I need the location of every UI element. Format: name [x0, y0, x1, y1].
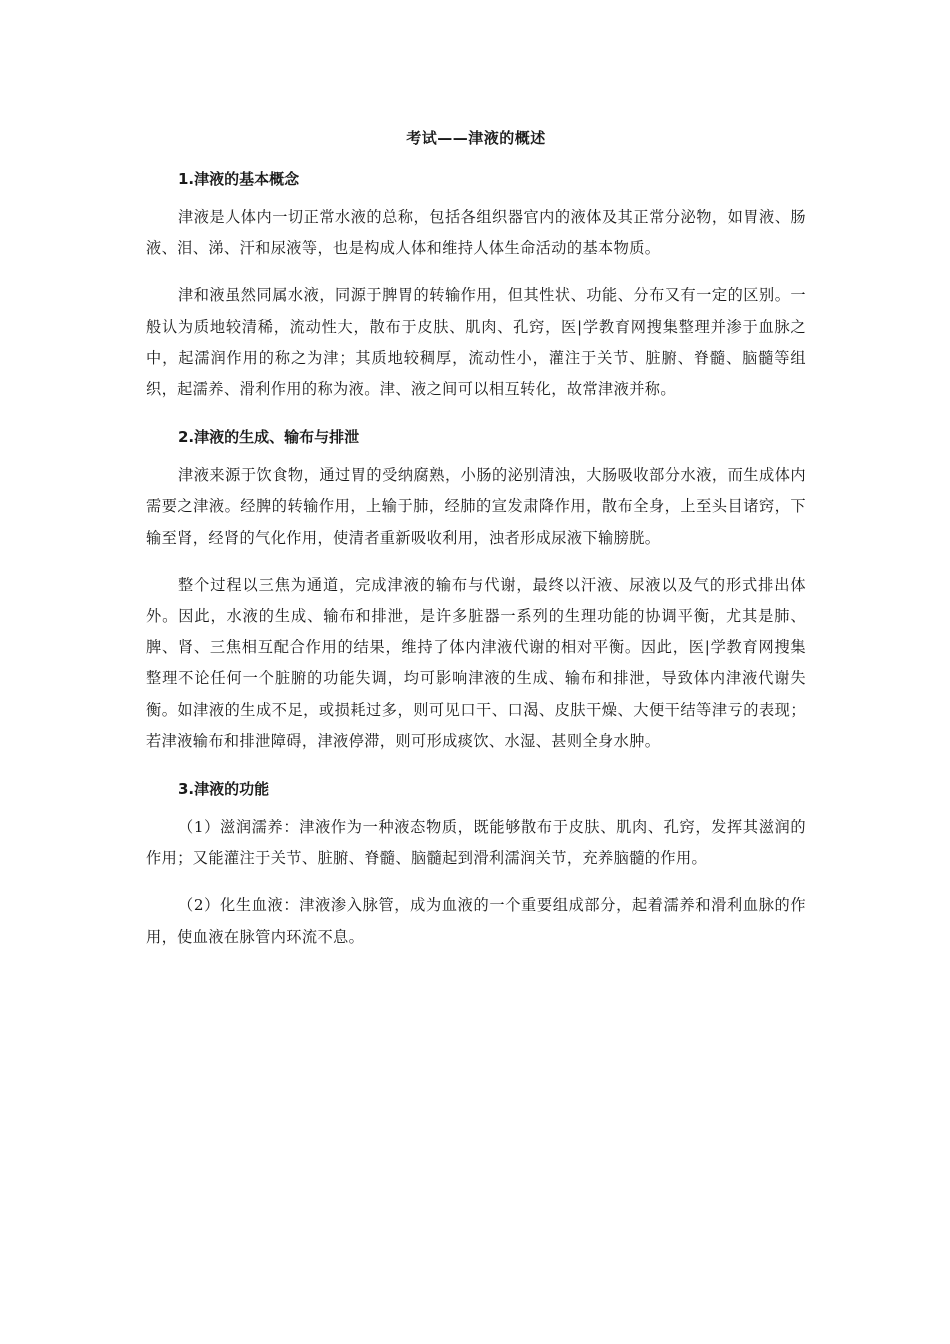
section-heading: 3.津液的功能 — [178, 780, 270, 799]
paragraph: 整个过程以三焦为通道，完成津液的输布与代谢，最终以汗液、尿液以及气的形式排出体外。因此，水液的生成、输布和排泄，是许多脏器一系列的生理功能的协调平衡，尤其是肺、脾、肾、三焦相互配合作用的结果，维持了体内津液代谢的相对平衡。因此，医|学教育网搜集整理不论任何一个脏腑的功能失调，均可影响津液的生成、输布和排泄，导致体内津液代谢失衡。如津液的生成不足，或损耗过多，则可见口干、口渴、皮肤干燥、大便干结等津亏的表现；若津液输布和排泄障碍，津液停滞，则可形成痰饮、水湿、甚则全身水肿。 — [146, 575, 806, 750]
section-generation-distribution — [146, 422, 806, 757]
document-title: 考试——津液的概述 — [406, 129, 546, 147]
section-basic-concept — [146, 164, 806, 405]
document-page — [146, 118, 806, 969]
section-heading: 2.津液的生成、输布与排泄 — [178, 428, 360, 447]
section-functions — [146, 774, 806, 953]
paragraph: 津液是人体内一切正常水液的总称，包括各组织器官内的液体及其正常分泌物，如胃液、肠液、泪、涕、汗和尿液等，也是构成人体和维持人体生命活动的基本物质。 — [146, 208, 806, 258]
paragraph: （1）滋润濡养：津液作为一种液态物质，既能够散布于皮肤、肌肉、孔窍，发挥其滋润的作用；又能灌注于关节、脏腑、脊髓、脑髓起到滑利濡润关节，充养脑髓的作用。 — [146, 818, 806, 868]
section-heading: 1.津液的基本概念 — [178, 170, 300, 188]
paragraph: 津和液虽然同属水液，同源于脾胃的转输作用，但其性状、功能、分布又有一定的区别。一般认为质地较清稀，流动性大，散布于皮肤、肌肉、孔窍，医|学教育网搜集整理并渗于血脉之中，起濡润作用的称之为津；其质地较稠厚，流动性小，灌注于关节、脏腑、脊髓、脑髓等组织，起濡养、滑利作用的称为液。津、液之间可以相互转化，故常津液并称。 — [146, 286, 806, 399]
paragraph: （2）化生血液：津液渗入脉管，成为血液的一个重要组成部分，起着濡养和滑利血脉的作用，使血液在脉管内环流不息。 — [146, 896, 806, 946]
paragraph: 津液来源于饮食物，通过胃的受纳腐熟，小肠的泌别清浊，大肠吸收部分水液，而生成体内需要之津液。经脾的转输作用，上输于肺，经肺的宣发肃降作用，散布全身，上至头目诸窍，下输至肾，经肾的气化作用，使清者重新吸收利用，浊者形成尿液下输膀胱。 — [146, 466, 806, 547]
